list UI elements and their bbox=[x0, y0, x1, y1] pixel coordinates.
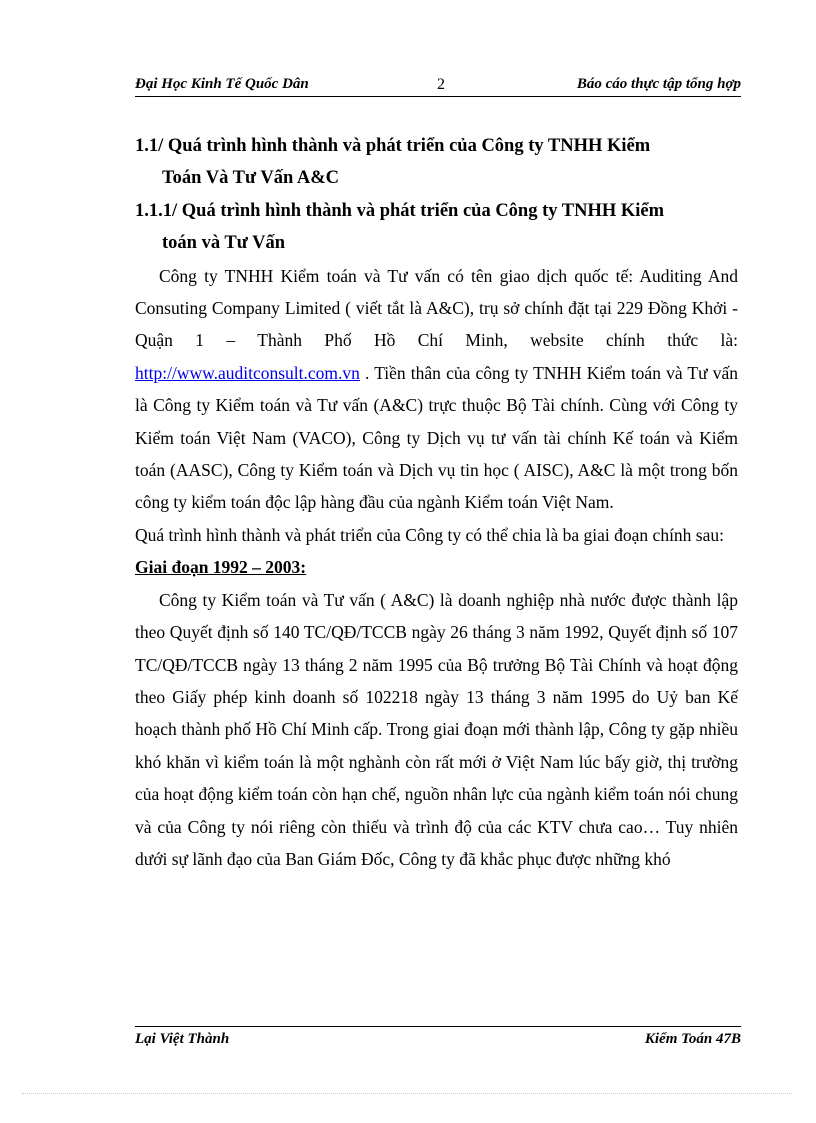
header-university: Đại Học Kinh Tế Quốc Dân bbox=[135, 76, 309, 92]
paragraph-company-intro bbox=[135, 260, 738, 519]
page-footer bbox=[135, 1026, 741, 1047]
header-report-title: Báo cáo thực tập tổng hợp bbox=[576, 76, 741, 92]
company-website-link[interactable]: http://www.auditconsult.com.vn bbox=[135, 362, 360, 383]
footer-author: Lại Việt Thành bbox=[135, 1031, 230, 1047]
heading-1-1-1-line1: 1.1.1/ Quá trình hình thành và phát triển của Công ty TNHH Kiểm bbox=[135, 200, 665, 221]
page-boundary-line bbox=[22, 1093, 792, 1094]
heading-1-1-1-line2: toán và Tư Vấn bbox=[162, 233, 285, 254]
paragraph-period-1992-2003: Công ty Kiểm toán và Tư vấn ( A&C) là doanh nghiệp nhà nước được thành lập theo Quyết định số 140 TC/QĐ/TCCB ngày 26 tháng 3 năm 1992, Quyết định số 107 TC/QĐ/TCCB ngày 13 tháng 2 năm 1995 của Bộ trưởng Bộ Tài Chính và hoạt động theo Giấy phép kinh doanh số 102218 ngày 13 tháng 3 năm 1995 do Uỷ ban Kế hoạch thành phố Hồ Chí Minh cấp. Trong giai đoạn mới thành lập, Công ty gặp nhiều khó khăn vì kiểm toán là một nghành còn rất mới ở Việt Nam lúc bấy giờ, thị trường của hoạt động kiểm toán còn hạn chế, nguồn nhân lực của ngành kiểm toán nói chung và của Công ty nói riêng còn thiếu và trình độ của các KTV chưa cao… Tuy nhiên dưới sự lãnh đạo của Ban Giám Đốc, Công ty đã khắc phục được những khó bbox=[135, 589, 738, 869]
intro-text-before-link: Công ty TNHH Kiểm toán và Tư vấn có tên giao dịch quốc tế: Auditing And Consuting Company Limited ( viết tắt là A&C), trụ sở chính đặt tại 229 Đồng Khởi - Quận 1 – Thành Phố Hồ Chí Minh, website chính thức là: bbox=[135, 265, 738, 351]
section-heading-1-1 bbox=[135, 130, 738, 195]
paragraph-stages-intro: Quá trình hình thành và phát triển của Công ty có thể chia là ba giai đoạn chính sau: bbox=[135, 524, 725, 545]
intro-text-after-link: . Tiền thân của công ty TNHH Kiểm toán và Tư vấn là Công ty Kiểm toán và Tư vấn (A&C) trực thuộc Bộ Tài chính. Cùng với Công ty Kiểm toán Việt Nam (VACO), Công ty Dịch vụ tư vấn tài chính Kế toán và Kiểm toán (AASC), Công ty Kiểm toán và Dịch vụ tin học ( AISC), A&C là một trong bốn công ty kiểm toán độc lập hàng đầu của ngành Kiểm toán Việt Nam. bbox=[135, 362, 738, 513]
section-heading-1-1-1 bbox=[135, 195, 738, 260]
document-body bbox=[135, 130, 738, 875]
period-heading bbox=[135, 551, 738, 583]
page-number: 2 bbox=[437, 76, 445, 93]
page-header bbox=[135, 76, 741, 97]
period-title-1992-2003: Giai đoạn 1992 – 2003: bbox=[135, 557, 307, 578]
heading-1-1-line1: 1.1/ Quá trình hình thành và phát triển của Công ty TNHH Kiểm bbox=[135, 136, 651, 156]
heading-1-1-line2: Toán Và Tư Vấn A&C bbox=[162, 168, 339, 189]
footer-class: Kiểm Toán 47B bbox=[644, 1031, 741, 1047]
